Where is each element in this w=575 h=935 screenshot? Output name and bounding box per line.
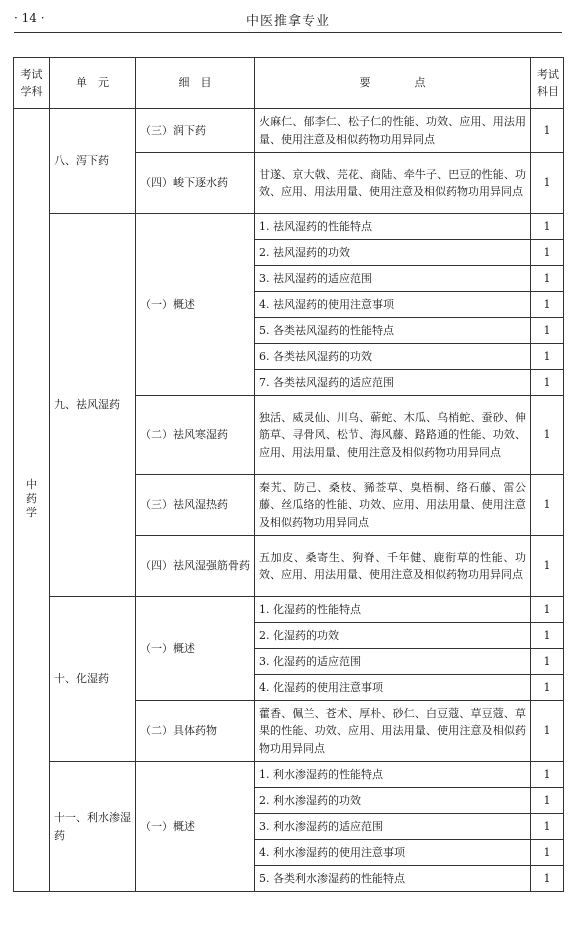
item-cell: （一）概述 [136,597,255,701]
level-cell: 1 [531,318,564,344]
page-number: · 14 · [14,11,45,25]
level-cell: 1 [531,475,564,536]
table-body [14,109,564,892]
unit-cell: 十一、利水渗湿药 [50,762,136,892]
level-cell: 1 [531,840,564,866]
level-cell: 1 [531,866,564,892]
level-cell: 1 [531,762,564,788]
point-cell: 4. 利水渗湿药的使用注意事项 [255,840,531,866]
level-cell: 1 [531,214,564,240]
point-cell: 独活、威灵仙、川乌、蕲蛇、木瓜、乌梢蛇、蚕砂、伸筋草、寻骨风、松节、海风藤、路路通的性能、功效、应用、用法用量、使用注意及相似药物功用异同点 [255,396,531,475]
column-header-level: 考试科目 [531,58,564,109]
level-cell: 1 [531,109,564,153]
point-cell: 3. 祛风湿药的适应范围 [255,266,531,292]
level-cell: 1 [531,623,564,649]
unit-cell: 九、祛风湿药 [50,214,136,597]
item-cell: （一）概述 [136,214,255,396]
column-header-item: 细 目 [136,58,255,109]
point-cell: 5. 各类利水渗湿药的性能特点 [255,866,531,892]
point-cell: 3. 利水渗湿药的适应范围 [255,814,531,840]
point-cell: 4. 祛风湿药的使用注意事项 [255,292,531,318]
point-cell: 1. 利水渗湿药的性能特点 [255,762,531,788]
level-cell: 1 [531,370,564,396]
table-row [14,109,564,153]
page-header [14,8,562,33]
table-header-row [14,58,564,109]
syllabus-table [13,57,564,892]
point-cell: 火麻仁、郁李仁、松子仁的性能、功效、应用、用法用量、使用注意及相似药物功用异同点 [255,109,531,153]
point-cell: 五加皮、桑寄生、狗脊、千年健、鹿衔草的性能、功效、应用、用法用量、使用注意及相似药物功用异同点 [255,536,531,597]
table-row [14,597,564,623]
point-cell: 6. 各类祛风湿药的功效 [255,344,531,370]
column-header-subject: 考试学科 [14,58,50,109]
level-cell: 1 [531,814,564,840]
level-cell: 1 [531,788,564,814]
point-cell: 甘遂、京大戟、芫花、商陆、牵牛子、巴豆的性能、功效、应用、用法用量、使用注意及相似药物功用异同点 [255,153,531,214]
unit-cell: 八、泻下药 [50,109,136,214]
point-cell: 2. 化湿药的功效 [255,623,531,649]
point-cell: 1. 祛风湿药的性能特点 [255,214,531,240]
level-cell: 1 [531,266,564,292]
item-cell: （三）祛风湿热药 [136,475,255,536]
level-cell: 1 [531,240,564,266]
level-cell: 1 [531,344,564,370]
item-cell: （二）具体药物 [136,701,255,762]
item-cell: （一）概述 [136,762,255,892]
unit-cell: 十、化湿药 [50,597,136,762]
point-cell: 7. 各类祛风湿药的适应范围 [255,370,531,396]
point-cell: 2. 利水渗湿药的功效 [255,788,531,814]
point-cell: 5. 各类祛风湿药的性能特点 [255,318,531,344]
item-cell: （三）润下药 [136,109,255,153]
level-cell: 1 [531,292,564,318]
item-cell: （二）祛风寒湿药 [136,396,255,475]
point-cell: 3. 化湿药的适应范围 [255,649,531,675]
item-cell: （四）祛风湿强筋骨药 [136,536,255,597]
table-row [14,214,564,240]
point-cell: 秦艽、防己、桑枝、豨莶草、臭梧桐、络石藤、雷公藤、丝瓜络的性能、功效、应用、用法用量、使用注意及相似药物功用异同点 [255,475,531,536]
level-cell: 1 [531,701,564,762]
column-header-point: 要 点 [255,58,531,109]
point-cell: 2. 祛风湿药的功效 [255,240,531,266]
column-header-unit: 单 元 [50,58,136,109]
subject-cell: 中药学 [14,109,50,892]
table-row [14,762,564,788]
point-cell: 1. 化湿药的性能特点 [255,597,531,623]
level-cell: 1 [531,675,564,701]
level-cell: 1 [531,153,564,214]
level-cell: 1 [531,649,564,675]
point-cell: 4. 化湿药的使用注意事项 [255,675,531,701]
level-cell: 1 [531,597,564,623]
level-cell: 1 [531,536,564,597]
level-cell: 1 [531,396,564,475]
point-cell: 藿香、佩兰、苍术、厚朴、砂仁、白豆蔻、草豆蔻、草果的性能、功效、应用、用法用量、使用注意及相似药物功用异同点 [255,701,531,762]
item-cell: （四）峻下逐水药 [136,153,255,214]
page-title: 中医推拿专业 [245,14,330,29]
